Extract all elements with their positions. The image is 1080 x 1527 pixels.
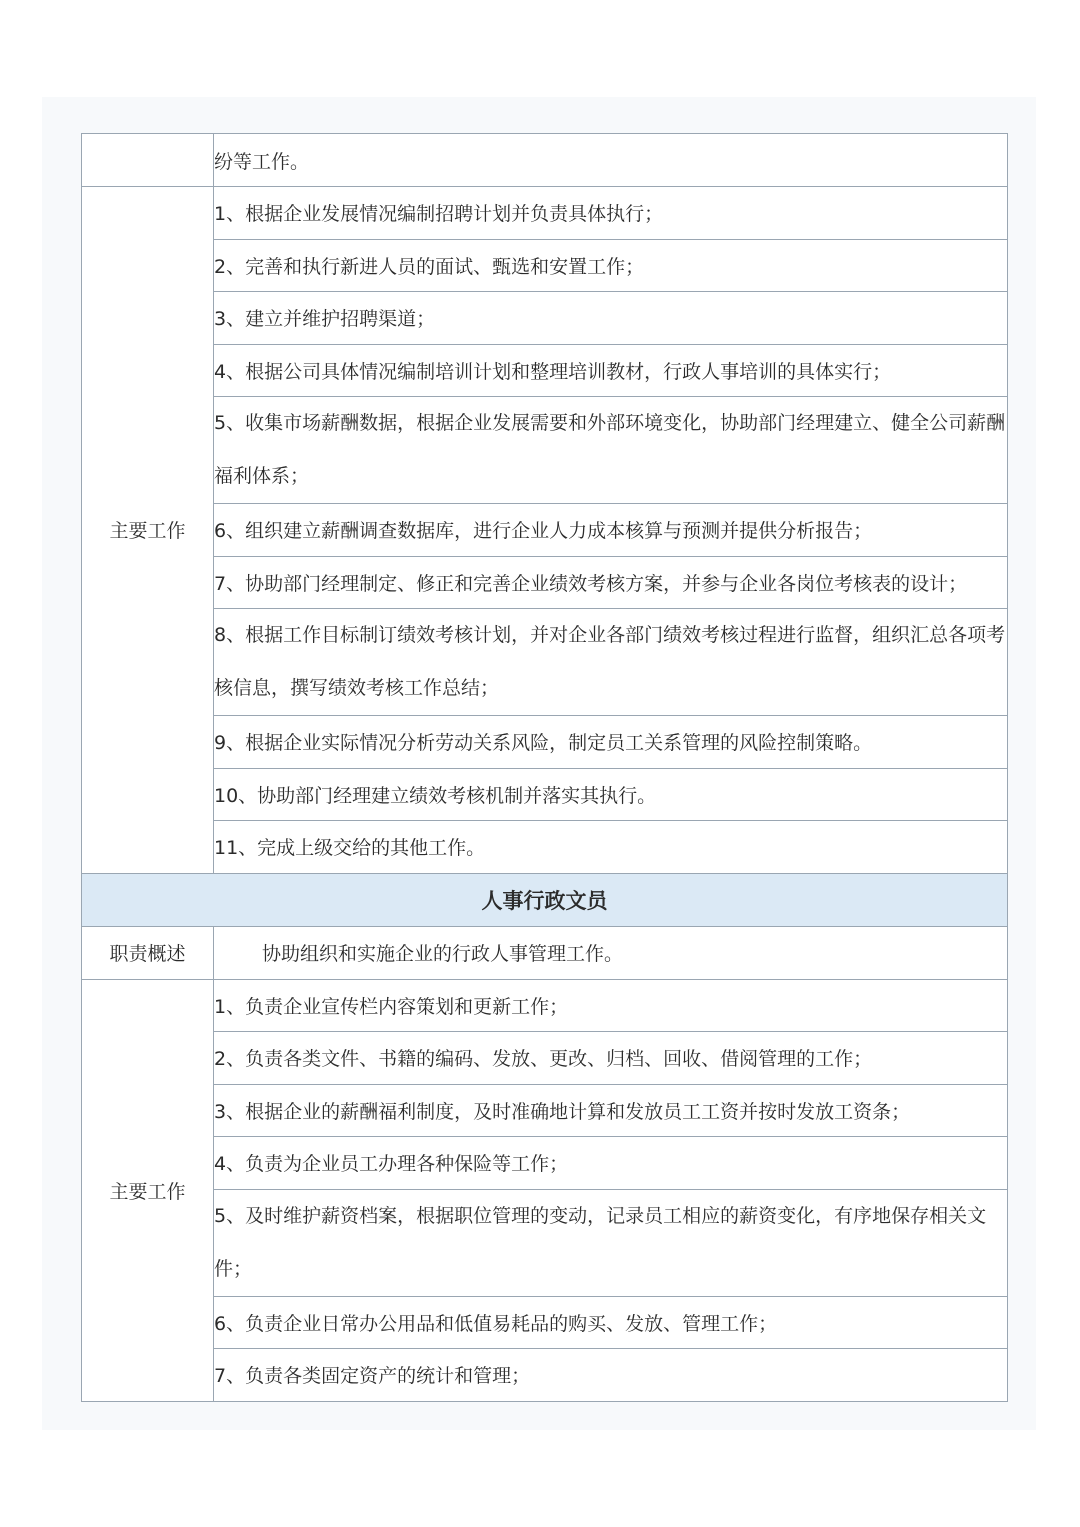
duty-item: 3、根据企业的薪酬福利制度，及时准确地计算和发放员工工资并按时发放工资条； <box>214 1084 1008 1137</box>
section-title: 人事行政文员 <box>82 873 1008 926</box>
table-row <box>82 609 1008 716</box>
table-row <box>82 768 1008 821</box>
table-row <box>82 239 1008 292</box>
table-row <box>82 344 1008 397</box>
duty-item: 8、根据工作目标制订绩效考核计划，并对企业各部门绩效考核过程进行监督，组织汇总各项考核信息，撰写绩效考核工作总结； <box>214 609 1008 716</box>
table-row <box>82 926 1008 979</box>
table-row <box>82 716 1008 769</box>
table-row <box>82 1349 1008 1402</box>
duty-item: 2、完善和执行新进人员的面试、甄选和安置工作； <box>214 239 1008 292</box>
duty-item: 3、建立并维护招聘渠道； <box>214 292 1008 345</box>
table-row <box>82 504 1008 557</box>
table-row <box>82 1296 1008 1349</box>
table-row <box>82 1137 1008 1190</box>
continuation-text: 纷等工作。 <box>214 134 1008 187</box>
section-header-row <box>82 873 1008 926</box>
duty-item: 7、协助部门经理制定、修正和完善企业绩效考核方案，并参与企业各岗位考核表的设计； <box>214 556 1008 609</box>
duty-item: 6、组织建立薪酬调查数据库，进行企业人力成本核算与预测并提供分析报告； <box>214 504 1008 557</box>
table-row <box>82 821 1008 874</box>
table-row <box>82 187 1008 240</box>
job-duty-table <box>81 133 1008 1402</box>
table-row <box>82 556 1008 609</box>
duty-item: 5、收集市场薪酬数据，根据企业发展需要和外部环境变化，协助部门经理建立、健全公司薪酬福利体系； <box>214 397 1008 504</box>
duty-item: 4、根据公司具体情况编制培训计划和整理培训教材，行政人事培训的具体实行； <box>214 344 1008 397</box>
empty-label-cell <box>82 134 214 187</box>
duty-item: 1、根据企业发展情况编制招聘计划并负责具体执行； <box>214 187 1008 240</box>
duty-item: 1、负责企业宣传栏内容策划和更新工作； <box>214 979 1008 1032</box>
main-work-label: 主要工作 <box>82 979 214 1401</box>
table-row <box>82 1032 1008 1085</box>
duty-item: 9、根据企业实际情况分析劳动关系风险，制定员工关系管理的风险控制策略。 <box>214 716 1008 769</box>
main-work-label: 主要工作 <box>82 187 214 874</box>
table-row <box>82 1189 1008 1296</box>
summary-label: 职责概述 <box>82 926 214 979</box>
duty-item: 2、负责各类文件、书籍的编码、发放、更改、归档、回收、借阅管理的工作； <box>214 1032 1008 1085</box>
duty-item: 7、负责各类固定资产的统计和管理； <box>214 1349 1008 1402</box>
duty-item: 11、完成上级交给的其他工作。 <box>214 821 1008 874</box>
table-row <box>82 1084 1008 1137</box>
summary-text: 协助组织和实施企业的行政人事管理工作。 <box>214 926 1008 979</box>
table-row <box>82 292 1008 345</box>
duty-item: 6、负责企业日常办公用品和低值易耗品的购买、发放、管理工作； <box>214 1296 1008 1349</box>
table-row <box>82 979 1008 1032</box>
table-row <box>82 397 1008 504</box>
table-row <box>82 134 1008 187</box>
duty-item: 4、负责为企业员工办理各种保险等工作； <box>214 1137 1008 1190</box>
duty-item: 10、协助部门经理建立绩效考核机制并落实其执行。 <box>214 768 1008 821</box>
duty-item: 5、及时维护薪资档案，根据职位管理的变动，记录员工相应的薪资变化，有序地保存相关文件； <box>214 1189 1008 1296</box>
